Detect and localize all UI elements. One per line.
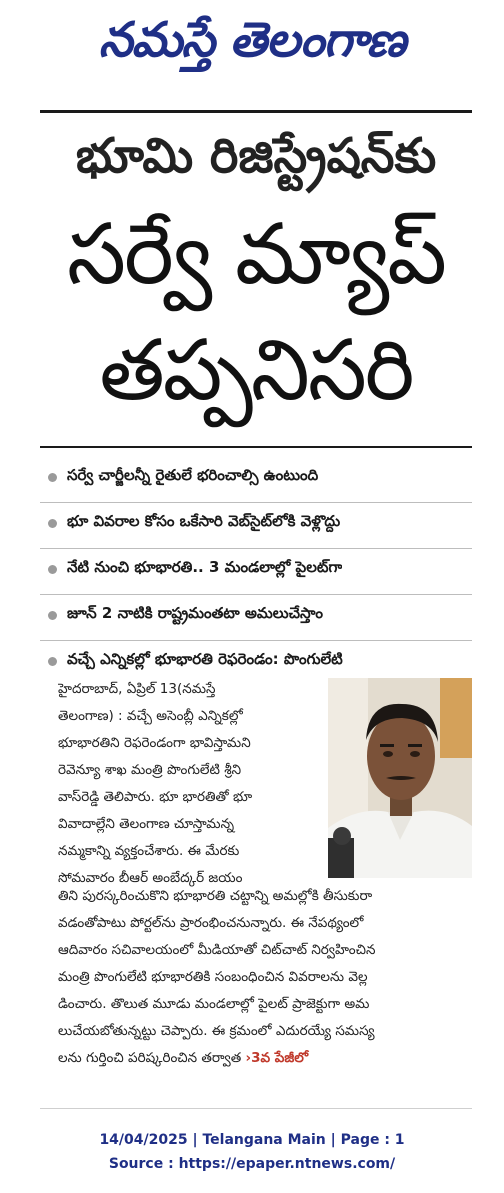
body-line: నమ్మకాన్ని వ్యక్తంచేశారు. ఈ మేరకు: [58, 843, 240, 859]
body-line: లుచేయబోతున్నట్టు చెప్పారు. ఈ క్రమంలో ఎదురయ్యే సమస్య: [58, 1023, 375, 1039]
bullet-icon: [48, 519, 57, 528]
continued-page-link[interactable]: ›3వ పేజీలో: [245, 1050, 309, 1066]
highlight-text: భూ వివరాల కోసం ఒకేసారి వెబ్‌సైట్‌లోకి వెళ్లొద్దు: [67, 512, 341, 530]
body-line: భూభారతిని రెఫరెండంగా భావిస్తామని: [58, 735, 251, 751]
body-line: వివాదాల్లేని తెలంగాణ చూస్తామన్న: [58, 816, 235, 832]
bullet-divider: [40, 594, 472, 595]
newspaper-logo: నమస్తే తెలంగాణ: [98, 12, 406, 68]
bullet-icon: [48, 565, 57, 574]
article-body-column: [58, 676, 320, 892]
headline-line-1: సర్వే మ్యాప్: [67, 204, 445, 303]
highlight-text: సర్వే చార్జీలన్నీ రైతులే భరించాల్సి ఉంటుంది: [67, 466, 319, 484]
highlight-text: నేటి నుంచి భూభారతి.. 3 మండలాల్లో పైలట్‌గా: [67, 558, 343, 576]
bottom-rule: [40, 1108, 472, 1109]
list-item: [40, 502, 480, 544]
list-item: [40, 456, 480, 498]
body-line: తిని పురస్కరించుకొని భూభారతి చట్టాన్ని అమల్లోకి తీసుకురా: [58, 888, 373, 904]
article-kicker: భూమి రిజిస్ట్రేషన్‌కు: [75, 128, 437, 184]
body-line: రెవెన్యూ శాఖ మంత్రి పొంగులేటి శ్రీని: [58, 762, 242, 778]
body-line: ఆదివారం సచివాలయంలో మీడియాతో చిట్‌చాట్ నిర్వహించిన: [58, 942, 376, 958]
body-line: తెలంగాణ) : వచ్చే అసెంబ్లీ ఎన్నికల్లో: [58, 708, 243, 724]
headline-rule: [40, 446, 472, 448]
bullet-divider: [40, 548, 472, 549]
highlight-text: జూన్ 2 నాటికి రాష్ట్రమంతటా అమలుచేస్తాం: [67, 604, 323, 622]
top-rule: [40, 110, 472, 113]
bullet-icon: [48, 657, 57, 666]
highlight-text: వచ్చే ఎన్నికల్లో భూభారతి రెఫరెండం: పొంగులేటి: [67, 650, 343, 668]
body-line: వాస్‌రెడ్డి తెలిపారు. భూ భారతితో భూ: [58, 789, 253, 805]
body-line: హైదరాబాద్, ఏప్రిల్ 13(నమస్తే: [58, 681, 216, 697]
minister-photo: [328, 678, 472, 878]
list-item: [40, 548, 480, 590]
bullet-divider: [40, 640, 472, 641]
list-item: [40, 594, 480, 636]
body-line: వడంతోపాటు పోర్టల్‌ను ప్రారంభించనున్నారు. ఈ నేపథ్యంలో: [58, 915, 364, 931]
highlights-list: [40, 456, 480, 686]
body-line: డించారు. తొలుత మూడు మండలాల్లో పైలట్ ప్రాజెక్టుగా అమ: [58, 996, 370, 1012]
bullet-icon: [48, 473, 57, 482]
footer-date-page: 14/04/2025 | Telangana Main | Page : 1: [99, 1132, 405, 1148]
masthead: [0, 0, 504, 92]
footer-source-link[interactable]: Source : https://epaper.ntnews.com/: [108, 1156, 396, 1172]
headline-line-2: తప్పనిసరి: [99, 320, 413, 419]
portrait-image: [328, 678, 472, 878]
bullet-divider: [40, 502, 472, 503]
body-line-last: [58, 1045, 472, 1072]
body-line: మంత్రి పొంగులేటి భూభారతికి సంబంధించిన వివరాలను వెల్ల: [58, 969, 368, 985]
article-body-full-width: [58, 883, 472, 1072]
bullet-icon: [48, 611, 57, 620]
body-last-text: లను గుర్తించి పరిష్కరించిన తర్వాత: [58, 1050, 242, 1066]
body-line: సోమవారం బీఆర్ అంబేద్కర్ జయం: [58, 870, 243, 886]
